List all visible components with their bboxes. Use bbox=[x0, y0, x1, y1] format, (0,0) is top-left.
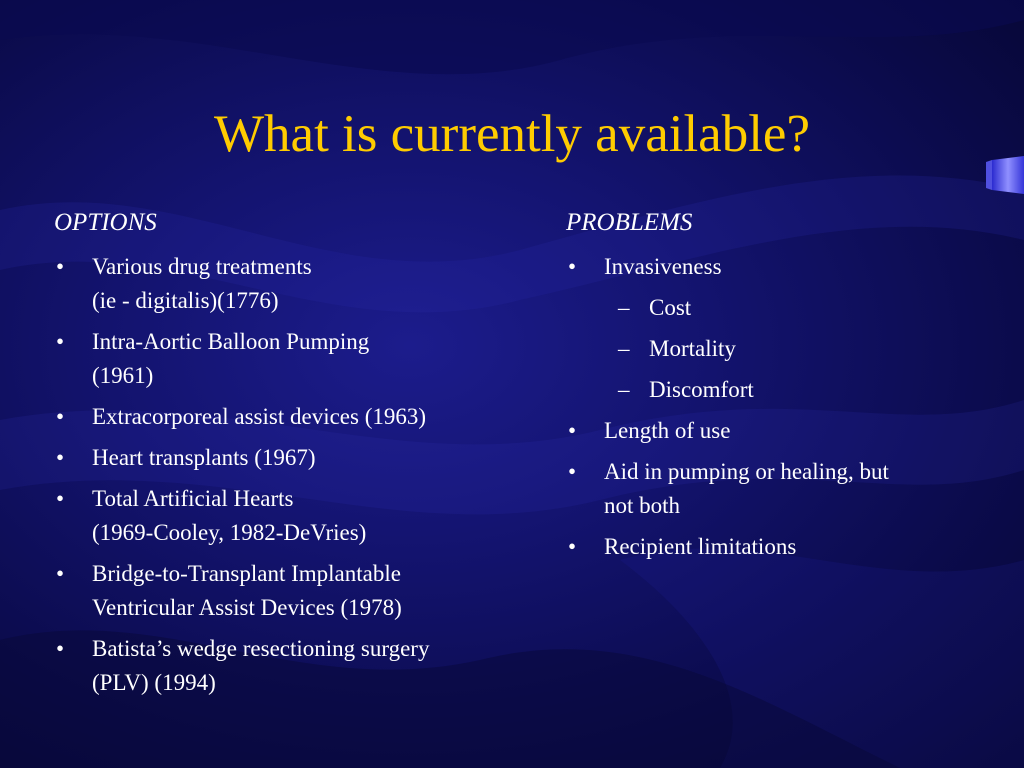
options-list-item bbox=[54, 325, 524, 393]
problems-sub-item bbox=[604, 332, 986, 366]
bullet-icon: • bbox=[56, 254, 65, 279]
options-column bbox=[54, 205, 524, 707]
dash-icon: – bbox=[618, 377, 630, 402]
item-text-line: Bridge-to-Transplant Implantable bbox=[92, 561, 401, 586]
problems-heading: PROBLEMS bbox=[566, 209, 693, 236]
options-list-item bbox=[54, 441, 524, 475]
item-text-line: not both bbox=[604, 493, 681, 518]
item-text-line: Ventricular Assist Devices (1978) bbox=[92, 595, 402, 620]
options-list-item bbox=[54, 632, 524, 700]
problems-column bbox=[566, 205, 986, 571]
bullet-icon: • bbox=[56, 486, 65, 511]
problems-list-item bbox=[566, 455, 986, 523]
options-list-item bbox=[54, 400, 524, 434]
problems-sub-item bbox=[604, 291, 986, 325]
dash-icon: – bbox=[618, 336, 630, 361]
item-text-line: Extracorporeal assist devices (1963) bbox=[92, 404, 427, 429]
problems-sub-item bbox=[604, 373, 986, 407]
item-text-line: Intra-Aortic Balloon Pumping bbox=[92, 329, 370, 354]
item-text-line: (1969-Cooley, 1982-DeVries) bbox=[92, 520, 367, 545]
item-text-line: Invasiveness bbox=[604, 254, 722, 279]
item-text-line: (1961) bbox=[92, 363, 154, 388]
problems-list-item bbox=[566, 250, 986, 407]
sub-item-text: Discomfort bbox=[649, 377, 754, 402]
bullet-icon: • bbox=[568, 534, 577, 559]
item-text-line: Total Artificial Hearts bbox=[92, 486, 294, 511]
options-heading: OPTIONS bbox=[54, 209, 157, 236]
problems-list-item bbox=[566, 530, 986, 564]
problems-sub-list bbox=[604, 291, 986, 407]
bullet-icon: • bbox=[568, 254, 577, 279]
problems-list bbox=[566, 250, 986, 564]
item-text-line: Various drug treatments bbox=[92, 254, 312, 279]
bullet-icon: • bbox=[568, 418, 577, 443]
options-list-item bbox=[54, 250, 524, 318]
item-text-line: (ie - digitalis)(1776) bbox=[92, 288, 279, 313]
bullet-icon: • bbox=[56, 329, 65, 354]
options-list bbox=[54, 250, 524, 700]
item-text-line: Length of use bbox=[604, 418, 731, 443]
bullet-icon: • bbox=[56, 445, 65, 470]
bullet-icon: • bbox=[56, 404, 65, 429]
bullet-icon: • bbox=[56, 636, 65, 661]
problems-list-item bbox=[566, 414, 986, 448]
bullet-icon: • bbox=[568, 459, 577, 484]
dash-icon: – bbox=[618, 295, 630, 320]
options-list-item bbox=[54, 557, 524, 625]
slide-title: What is currently available? bbox=[214, 105, 810, 163]
item-text-line: Aid in pumping or healing, but bbox=[604, 459, 889, 484]
sub-item-text: Mortality bbox=[649, 336, 736, 361]
item-text-line: Batista’s wedge resectioning surgery bbox=[92, 636, 430, 661]
item-text-line: Heart transplants (1967) bbox=[92, 445, 316, 470]
sub-item-text: Cost bbox=[649, 295, 692, 320]
item-text-line: Recipient limitations bbox=[604, 534, 797, 559]
tab-accent-decoration bbox=[986, 156, 1024, 194]
bullet-icon: • bbox=[56, 561, 65, 586]
options-list-item bbox=[54, 482, 524, 550]
item-text-line: (PLV) (1994) bbox=[92, 670, 216, 695]
